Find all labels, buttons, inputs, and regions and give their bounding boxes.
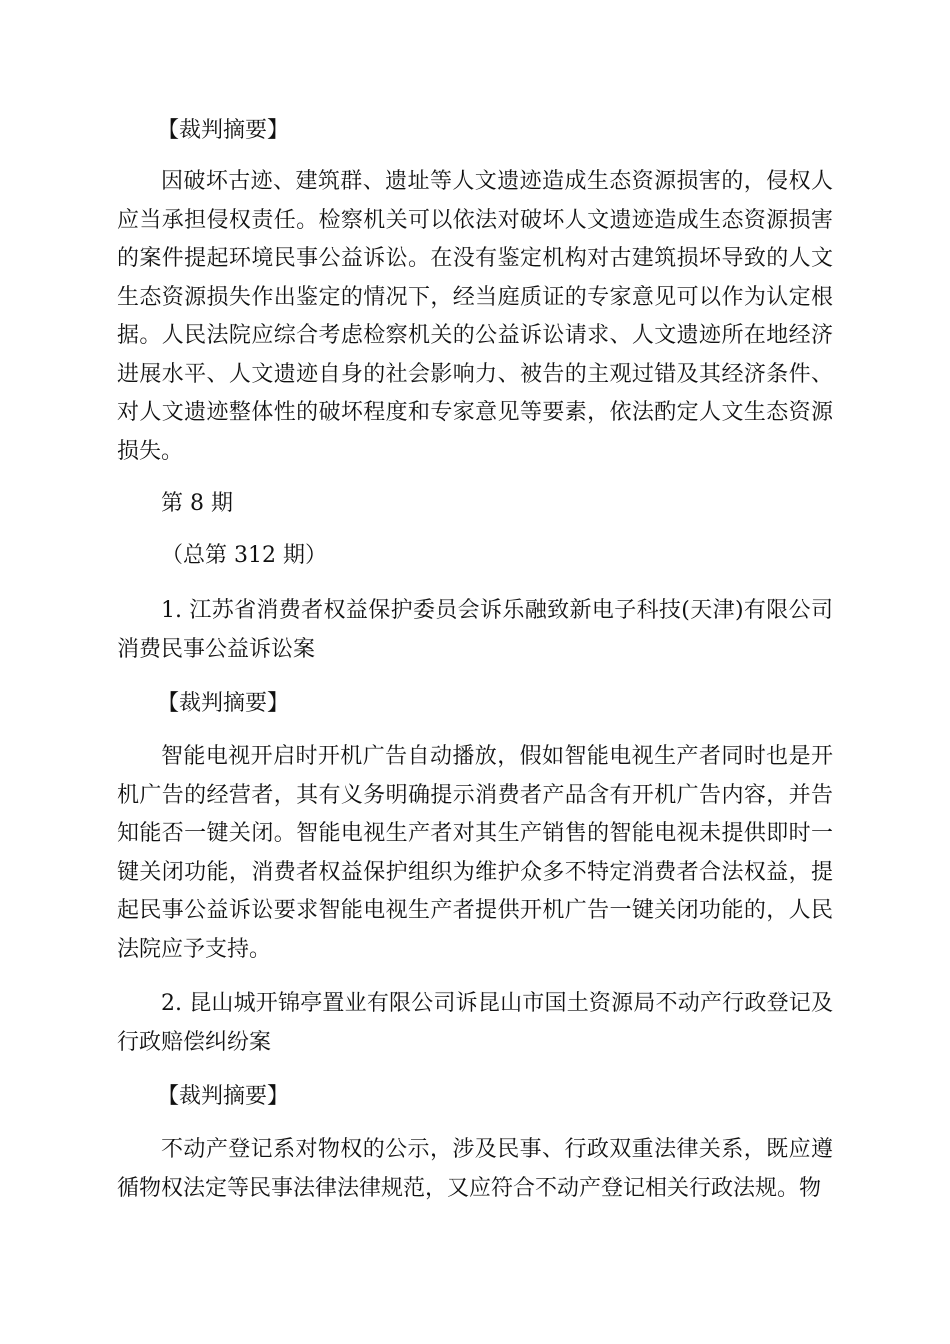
section-heading-judgment-summary: 【裁判摘要】 (157, 118, 290, 143)
section-heading-judgment-summary: 【裁判摘要】 (157, 691, 290, 716)
issue-number: 第 8 期 (161, 491, 233, 516)
paragraph-summary-1: 因破坏古迹、建筑群、遗址等人文遗迹造成生态资源损害的，侵权人应当承担侵权责任。检察机关可以依法对破坏人文遗迹造成生态资源损害的案件提起环境民事公益诉讼。在没有鉴定机构对古建筑损坏导致的人文生态资源损失作出鉴定的情况下，经当庭质证的专家意见可以作为认定根据。人民法院应综合考虑检察机关的公益诉讼请求、人文遗迹所在地经济进展水平、人文遗迹自身的社会影响力、被告的主观过错及其经济条件、对人文遗迹整体性的破坏程度和专家意见等要素，依法酌定人文生态资源损失。 (117, 169, 833, 464)
section-heading-judgment-summary: 【裁判摘要】 (157, 1084, 290, 1109)
issue-total-number: （总第 312 期） (161, 543, 327, 568)
paragraph-summary-3: 不动产登记系对物权的公示，涉及民事、行政双重法律关系，既应遵循物权法定等民事法律法律规范，又应符合不动产登记相关行政法规。物 (117, 1137, 833, 1201)
paragraph-summary-2: 智能电视开启时开机广告自动播放，假如智能电视生产者同时也是开机广告的经营者，其有义务明确提示消费者产品含有开机广告内容，并告知能否一键关闭。智能电视生产者对其生产销售的智能电视未提供即时一键关闭功能，消费者权益保护组织为维护众多不特定消费者合法权益，提起民事公益诉讼要求智能电视生产者提供开机广告一键关闭功能的，人民法院应予支持。 (117, 744, 833, 962)
case-title-2: 2. 昆山城开锦亭置业有限公司诉昆山市国土资源局不动产行政登记及行政赔偿纠纷案 (117, 991, 833, 1055)
case-title-1: 1. 江苏省消费者权益保护委员会诉乐融致新电子科技(天津)有限公司消费民事公益诉讼案 (117, 598, 833, 662)
